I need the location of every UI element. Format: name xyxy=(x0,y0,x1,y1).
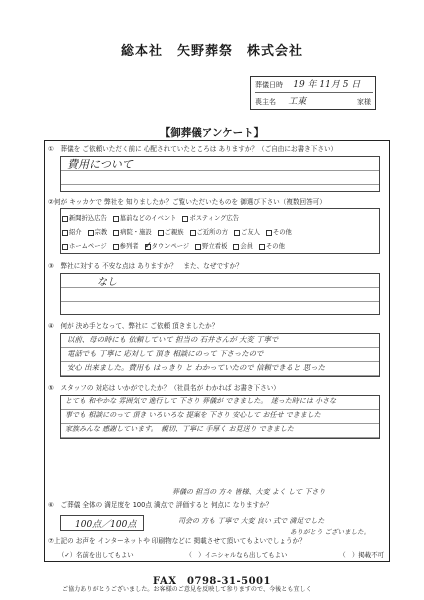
footer-thanks: ご協力ありがとうございました。お客様のご意見を反映して参りますので、今後とも宜しく xyxy=(62,586,312,593)
checkbox-icon[interactable] xyxy=(234,230,240,236)
source-option[interactable] xyxy=(88,226,108,240)
answer-5-line-3: 家族みんな 感謝しています。 親切、丁寧に 手厚く お見送り できました xyxy=(65,425,294,433)
date-label: 葬儀日時 xyxy=(255,81,283,89)
source-option-label: ポスティング広告 xyxy=(189,215,240,222)
question-7: ⑦上記の お声を インターネットや 印刷物などに 掲載させて頂いてもよいでしょうか？ xyxy=(48,537,306,545)
source-option[interactable] xyxy=(158,226,184,240)
publication-option-name[interactable]: （✓）名前を出してもよい xyxy=(58,551,134,559)
score-box xyxy=(60,515,144,531)
answer-4-line-2: 電話でも 丁寧に 応対して 頂き 相談にのって 下さったので xyxy=(67,349,264,358)
answer-1: 費用について xyxy=(67,158,133,171)
source-option-label: 宗教 xyxy=(94,229,108,236)
score-comment-3: ありがとう ございました。 xyxy=(290,528,371,536)
answer-4-line-3: 安心 出来ました。費用も はっきり と わかっていたので 信頼できると 思った xyxy=(67,363,325,372)
form-title: 【御葬儀アンケート】 xyxy=(159,127,265,139)
question-3: ③ 弊社に対する 不安な点は ありますか？ また、なぜですか？ xyxy=(48,262,243,270)
host-suffix: 家様 xyxy=(357,98,371,106)
source-option[interactable] xyxy=(182,212,239,226)
source-option[interactable] xyxy=(234,226,260,240)
host-value: 工東 xyxy=(288,97,307,107)
source-option-label: 新聞折込広告 xyxy=(69,215,107,222)
checkbox-icon[interactable] xyxy=(190,230,196,236)
source-option-label: ご親族 xyxy=(164,229,184,236)
answer-5-line-2: 事でも 相談にのって 頂き いろいろな 提案を 下さり 安心して お任せ できました xyxy=(65,411,321,419)
answer-4-line-1: 以前、母の時にも 依頼していて 担当の 石井さんが 大変 丁寧で xyxy=(67,335,279,344)
answer-box-4 xyxy=(60,333,380,377)
checkbox-icon[interactable] xyxy=(62,216,68,222)
publication-option-initial[interactable]: （ ）イニシャルなら出してもよい xyxy=(185,551,288,559)
source-options xyxy=(62,212,362,254)
source-option[interactable] xyxy=(145,240,190,254)
date-row xyxy=(255,77,373,93)
question-1: ① 葬儀を ご依頼いただく前に 心配されていたところは ありますか？（ご自由にお書き下さい） xyxy=(48,145,338,153)
answer-5-line-1: とても 和やかな 雰囲気で 進行して 下さり 葬儀が できました。 迷った時には 小さな xyxy=(65,397,337,405)
source-option-label: ご近所の方 xyxy=(196,229,229,236)
checkbox-icon[interactable] xyxy=(158,230,164,236)
checkbox-checked-icon[interactable] xyxy=(145,244,151,250)
company-title: 総本社 矢野葬祭 株式会社 xyxy=(120,44,303,59)
publication-option-none[interactable]: （ ）掲載不可 xyxy=(339,551,384,559)
options-row-1 xyxy=(62,212,362,226)
checkbox-icon[interactable] xyxy=(233,244,239,250)
source-option[interactable] xyxy=(233,240,253,254)
date-host-box xyxy=(250,76,376,110)
source-option[interactable] xyxy=(62,212,107,226)
source-option[interactable] xyxy=(266,226,292,240)
source-option-label: 参列者 xyxy=(119,243,139,250)
checkbox-icon[interactable] xyxy=(62,244,68,250)
checkbox-icon[interactable] xyxy=(259,244,265,250)
source-option[interactable] xyxy=(259,240,285,254)
question-2: ②何が キッカケで 弊社を 知りましたか？ご覧いただいたものを 御選び下さい（複数回答可） xyxy=(48,198,326,206)
source-option[interactable] xyxy=(113,212,177,226)
question-5: ⑤ スタッフの 対応は いかがでしたか？（社員名が わかれば お書き下さい） xyxy=(48,384,280,392)
source-option[interactable] xyxy=(62,226,82,240)
checkbox-icon[interactable] xyxy=(88,230,94,236)
checkbox-icon[interactable] xyxy=(266,230,272,236)
score-value: 100点／100点 xyxy=(75,520,137,530)
source-option[interactable] xyxy=(113,240,139,254)
question-4: ④ 何が 決め手となって、弊社に ご依頼 頂きましたか？ xyxy=(48,322,219,330)
checkbox-icon[interactable] xyxy=(113,230,119,236)
answer-box-1 xyxy=(60,156,380,192)
source-option-label: その他 xyxy=(272,229,292,236)
checkbox-icon[interactable] xyxy=(195,244,201,250)
source-option-label: 会員 xyxy=(240,243,253,250)
checkbox-icon[interactable] xyxy=(113,216,119,222)
source-option-label: 紹介 xyxy=(69,229,82,236)
source-option[interactable] xyxy=(195,240,227,254)
options-row-2 xyxy=(62,226,362,240)
fax-number: FAX 0798-31-5001 xyxy=(153,576,271,587)
checkbox-icon[interactable] xyxy=(182,216,188,222)
source-option-label: その他 xyxy=(265,243,285,250)
source-option-label: 野立看板 xyxy=(202,243,228,250)
publication-options xyxy=(58,550,384,559)
source-option[interactable] xyxy=(113,226,151,240)
host-label: 喪主名 xyxy=(255,98,276,106)
answer-box-5 xyxy=(60,395,380,439)
source-option-label: ホームページ xyxy=(69,243,107,250)
options-row-3 xyxy=(62,240,362,254)
answer-3: なし xyxy=(97,277,117,288)
source-option-label: ご友人 xyxy=(241,229,260,236)
host-row xyxy=(255,94,373,110)
score-comment-1: 葬儀の 担当の 方々 皆様、大変 よく して 下さり xyxy=(172,488,326,496)
source-option-label: 墓前などのイベント xyxy=(119,215,177,222)
source-option[interactable] xyxy=(62,240,107,254)
score-comment-2: 司会の 方も 丁寧で 大変 良い 式で 満足でした xyxy=(178,517,325,525)
source-option-label: タウンページ xyxy=(151,243,190,250)
answer-box-3 xyxy=(60,273,380,315)
checkbox-icon[interactable] xyxy=(62,230,68,236)
date-value: 19 年 11月 5 日 xyxy=(293,80,361,90)
question-6: ⑥ ご葬儀 全体の 満足度を 100点 満点で 評価すると 何点に なりますか？ xyxy=(48,501,273,509)
source-option-label: 病院・施設 xyxy=(120,229,152,236)
source-option[interactable] xyxy=(190,226,228,240)
checkbox-icon[interactable] xyxy=(113,244,119,250)
